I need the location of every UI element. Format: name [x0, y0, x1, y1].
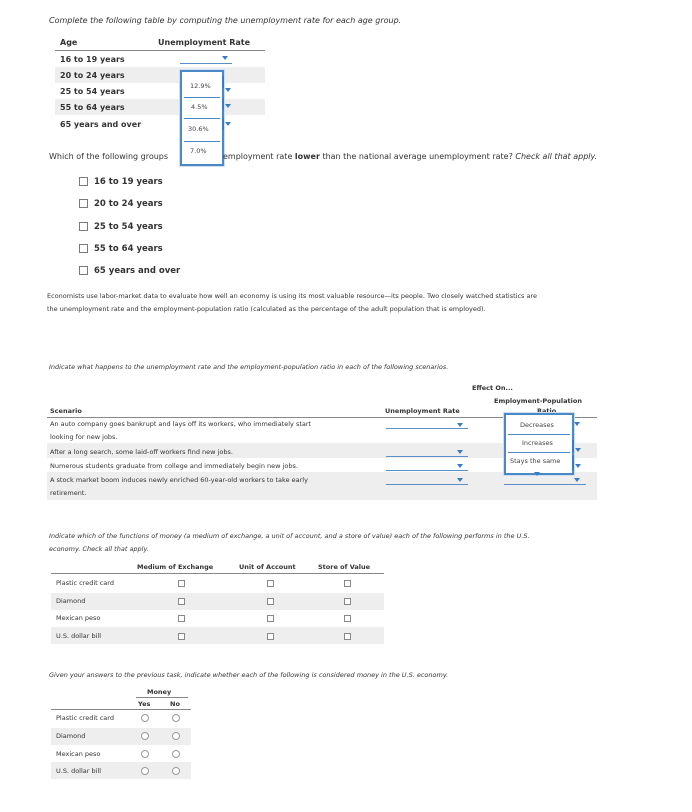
checkbox[interactable]: [79, 266, 88, 275]
rate-dropdown[interactable]: [180, 63, 232, 64]
unemployment-dropdown[interactable]: [386, 428, 468, 429]
checkbox[interactable]: [344, 633, 351, 640]
col-unemployment-rate-header: Unemployment Rate: [158, 38, 251, 47]
dropdown-option[interactable]: Increases: [522, 439, 553, 447]
checkbox[interactable]: [178, 580, 185, 587]
ratio-dropdown[interactable]: [504, 484, 586, 485]
money-header-divider: [136, 697, 188, 698]
checkbox[interactable]: [344, 580, 351, 587]
checkbox-label: 25 to 54 years: [94, 222, 163, 232]
option-divider: [184, 141, 220, 142]
radio-yes[interactable]: [141, 714, 149, 722]
option-divider: [184, 118, 220, 119]
checkbox[interactable]: [79, 222, 88, 231]
dropdown-option[interactable]: Stays the same: [510, 457, 561, 465]
rate-dropdown-menu[interactable]: [180, 70, 224, 166]
dropdown-option[interactable]: 30.6%: [188, 125, 209, 133]
dropdown-edge[interactable]: [222, 98, 224, 110]
checkbox[interactable]: [79, 244, 88, 253]
dropdown-option[interactable]: 12.9%: [190, 82, 211, 90]
header-divider: [51, 709, 191, 710]
checkbox[interactable]: [267, 580, 274, 587]
chevron-down-icon[interactable]: [574, 478, 580, 482]
table1-instruction: Complete the following table by computing the unemployment rate for each age group.: [49, 16, 402, 25]
money-item-label: Mexican peso: [56, 750, 101, 758]
dropdown-option[interactable]: Decreases: [520, 421, 554, 429]
chevron-down-icon[interactable]: [534, 472, 540, 476]
money-functions-instruction-line1: Indicate which of the functions of money (a medium of exchange, a unit of account, and a store of value) each of the following performs in the U.S.: [49, 532, 530, 540]
groups-question-start: Which of the following groups: [49, 152, 169, 161]
money-item-label: U.S. dollar bill: [56, 632, 102, 640]
radio-yes[interactable]: [141, 732, 149, 740]
age-row-label: 55 to 64 years: [60, 103, 125, 112]
dropdown-edge[interactable]: [222, 118, 224, 130]
money-item-label: Plastic credit card: [56, 714, 114, 722]
money-functions-instruction-line2: economy. Check all that apply.: [49, 545, 149, 553]
col-medium-of-exchange: Medium of Exchange: [137, 563, 214, 571]
money-item-label: Diamond: [56, 597, 86, 605]
unemployment-dropdown[interactable]: [386, 470, 468, 471]
dropdown-edge[interactable]: [572, 456, 574, 470]
header-divider: [51, 573, 384, 574]
economists-paragraph-line1: Economists use labor-market data to evaluate how well an economy is using its most valuable resource—its people. Two closely watched statistics are: [47, 292, 537, 300]
scenario-text: After a long search, some laid-off workers find new jobs.: [50, 448, 233, 456]
chevron-down-icon[interactable]: [225, 104, 231, 108]
age-row-label: 16 to 19 years: [60, 55, 125, 64]
dropdown-edge[interactable]: [572, 440, 574, 452]
radio-no[interactable]: [172, 767, 180, 775]
col-money-header: Money: [147, 688, 172, 696]
money-item-label: U.S. dollar bill: [56, 767, 102, 775]
unemployment-dropdown[interactable]: [386, 456, 468, 457]
option-divider: [508, 452, 570, 453]
money-item-label: Plastic credit card: [56, 579, 114, 587]
row-stripe: [51, 593, 384, 610]
ratio-dropdown-menu[interactable]: [504, 413, 574, 475]
option-divider: [508, 434, 570, 435]
col-no-header: No: [170, 700, 180, 708]
radio-no[interactable]: [172, 750, 180, 758]
checkbox[interactable]: [344, 615, 351, 622]
chevron-down-icon[interactable]: [575, 448, 581, 452]
checkbox[interactable]: [267, 598, 274, 605]
chevron-down-icon[interactable]: [574, 422, 580, 426]
groups-question: [223, 152, 597, 161]
age-row-label: 25 to 54 years: [60, 87, 125, 96]
checkbox-label: 20 to 24 years: [94, 199, 163, 209]
economists-paragraph-line2: the unemployment rate and the employment-population ratio (calculated as the percentage of the adult population that is employed).: [47, 305, 486, 313]
chevron-down-icon[interactable]: [457, 423, 463, 427]
groups-question-middle: employment rate: [223, 152, 295, 161]
dropdown-option[interactable]: 4.5%: [191, 103, 208, 111]
checkbox[interactable]: [79, 199, 88, 208]
scenario-text: retirement.: [50, 489, 87, 497]
radio-no[interactable]: [172, 732, 180, 740]
checkbox[interactable]: [178, 615, 185, 622]
chevron-down-icon[interactable]: [225, 122, 231, 126]
scenario-text: An auto company goes bankrupt and lays off its workers, who immediately start: [50, 420, 312, 428]
chevron-down-icon[interactable]: [575, 464, 581, 468]
groups-question-suffix: than the national average unemployment rate?: [319, 152, 516, 161]
scenario-text: A stock market boom induces newly enriched 60-year-old workers to take early: [50, 476, 308, 484]
money-item-label: Mexican peso: [56, 614, 101, 622]
checkbox[interactable]: [344, 598, 351, 605]
money-classification-instruction: Given your answers to the previous task, indicate whether each of the following is considered money in the U.S. economy.: [49, 671, 449, 679]
radio-yes[interactable]: [141, 750, 149, 758]
checkbox-label: 65 years and over: [94, 266, 181, 276]
chevron-down-icon[interactable]: [222, 56, 228, 60]
checkbox[interactable]: [79, 177, 88, 186]
col-unit-of-account: Unit of Account: [239, 563, 296, 571]
groups-question-italic: Check all that apply.: [515, 152, 598, 161]
age-row-label: 20 to 24 years: [60, 71, 125, 80]
col-age-header: Age: [60, 38, 78, 47]
chevron-down-icon[interactable]: [457, 450, 463, 454]
scenarios-instruction: Indicate what happens to the unemployment rate and the employment-population ratio in each of the following scenarios.: [49, 363, 449, 371]
checkbox[interactable]: [267, 633, 274, 640]
money-item-label: Diamond: [56, 732, 86, 740]
groups-question-bold: lower: [294, 152, 320, 161]
col-scenario-header: Scenario: [50, 407, 82, 415]
radio-no[interactable]: [172, 714, 180, 722]
scenario-text: looking for new jobs.: [50, 433, 118, 441]
effect-on-header: Effect On...: [472, 384, 513, 392]
checkbox-label: 55 to 64 years: [94, 244, 163, 254]
checkbox[interactable]: [267, 615, 274, 622]
header-divider: [55, 50, 265, 51]
chevron-down-icon[interactable]: [457, 464, 463, 468]
col-yes-header: Yes: [138, 700, 151, 708]
col-employment-population-header: Employment-Population: [494, 397, 582, 405]
checkbox-label: 16 to 19 years: [94, 177, 163, 187]
checkbox[interactable]: [178, 598, 185, 605]
unemployment-dropdown[interactable]: [386, 484, 468, 485]
dropdown-edge[interactable]: [222, 76, 224, 88]
option-divider: [184, 97, 220, 98]
chevron-down-icon[interactable]: [457, 478, 463, 482]
dropdown-option[interactable]: 7.0%: [190, 147, 207, 155]
scenario-text: Numerous students graduate from college and immediately begin new jobs.: [50, 462, 298, 470]
col-ratio-header: Ratio: [537, 407, 557, 412]
radio-yes[interactable]: [141, 767, 149, 775]
col-unemployment-rate-header: Unemployment Rate: [385, 407, 460, 415]
col-store-of-value: Store of Value: [318, 563, 371, 571]
checkbox[interactable]: [178, 633, 185, 640]
age-row-label: 65 years and over: [60, 120, 142, 129]
chevron-down-icon[interactable]: [225, 88, 231, 92]
